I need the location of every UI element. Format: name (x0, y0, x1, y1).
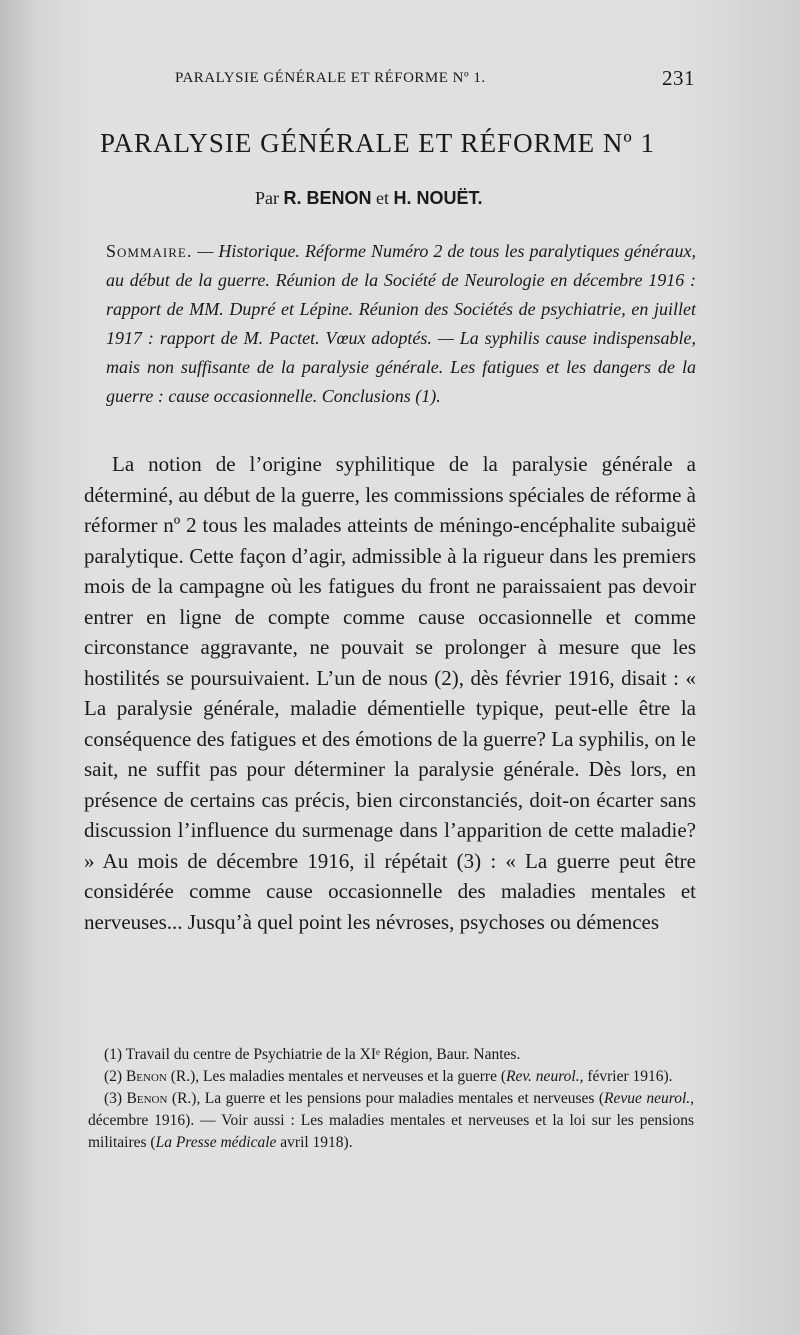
byline-and: et (376, 188, 390, 208)
footnote-3-journal-2: La Presse médicale (155, 1134, 277, 1151)
footnote-3 (88, 1088, 694, 1154)
footnote-2-author: Benon (125, 1068, 167, 1085)
footnote-3-author: Benon (126, 1090, 168, 1107)
footnote-3-number: (3) (104, 1090, 123, 1107)
footnote-2-number: (2) (104, 1068, 123, 1085)
byline (255, 188, 483, 209)
article-title: PARALYSIE GÉNÉRALE ET RÉFORME Nº 1 (100, 128, 655, 158)
footnote-2-end: , février 1916). (579, 1068, 673, 1085)
page-number: 231 (662, 66, 695, 90)
running-title: PARALYSIE GÉNÉRALE ET RÉFORME Nº 1. (175, 70, 486, 86)
footnote-2 (88, 1066, 694, 1088)
author-nouet: H. NOUËT. (393, 188, 483, 208)
article-summary (106, 237, 696, 411)
body-text (84, 449, 696, 937)
body-paragraph: La notion de l’origine syphilitique de la paralysie générale a déterminé, au début de la guerre, les commissions spéciales de réforme à réformer nº 2 tous les malades atteints de méningo-encéphalite subaiguë paralytique. Cette façon d’agir, admissible à la rigueur dans les premiers mois de la campagne où les fatigues du front ne paraissaient pas devoir entrer en ligne de compte comme cause occasionnelle et comme circonstance aggravante, ne pouvait se prolonger à mesure que les hostilités se poursuivaient. L’un de nous (2), dès février 1916, disait : « La paralysie générale, maladie démentielle typique, peut-elle être la conséquence des fatigues et des émotions de la guerre? La syphilis, on le sait, ne suffit pas pour déterminer la paralysie générale. Dès lors, en présence de certains cas précis, bien circonstanciés, doit-on écarter sans discussion l’influence du surmenage dans l’apparition de cette maladie? » Au mois de décembre 1916, il répétait (3) : « La guerre peut être considérée comme cause occasionnelle des maladies mentales et nerveuses... Jusqu’à quel point les névroses, psychoses ou démences (84, 452, 696, 934)
summary-text: — Historique. Réforme Numéro 2 de tous les paralytiques généraux, au début de la guerre. Réunion de la Société de Neurologie en décembre 1916 : rapport de MM. Dupré et Lépine. Réunion des Sociétés de psychiatrie, en juillet 1917 : rapport de M. Pactet. Vœux adoptés. — La syphilis cause indispensable, mais non suffisante de la paralysie générale. Les fatigues et les dangers de la guerre : cause occasionnelle. Conclusions (1). (106, 241, 696, 406)
footnote-3-journal: Revue neurol. (604, 1090, 691, 1107)
footnote-3-text: (R.), La guerre et les pensions pour maladies mentales et nerveuses ( (171, 1090, 605, 1107)
footnote-3-mid: , décembre 1916). — Voir aussi : Les maladies mentales et nerveuses et la loi sur les pensions militaires ( (88, 1090, 695, 1151)
author-benon: R. BENON (283, 188, 372, 208)
footnote-3-end: avril 1918). (276, 1134, 353, 1151)
footnote-2-journal: Rev. neurol. (505, 1068, 580, 1085)
summary-label: Sommaire. (106, 241, 193, 261)
byline-prefix: Par (255, 188, 279, 208)
footnote-1: (1) Travail du centre de Psychiatrie de la XIᵉ Région, Baur. Nantes. (104, 1046, 521, 1063)
footnote-2-text: (R.), Les maladies mentales et nerveuses et la guerre ( (170, 1068, 506, 1085)
footnotes (88, 1044, 694, 1154)
